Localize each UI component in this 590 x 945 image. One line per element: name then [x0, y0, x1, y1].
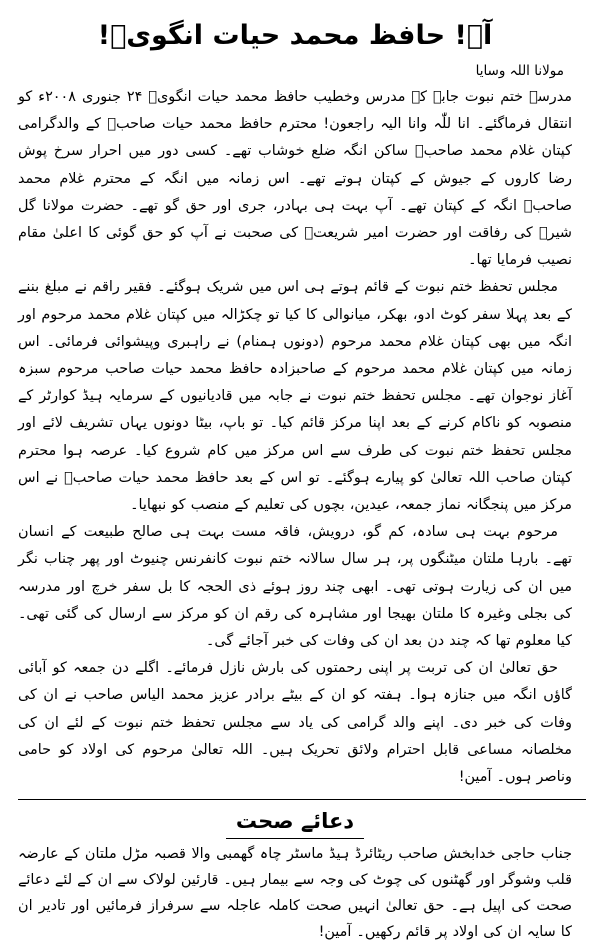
paragraph: مرحوم بہت ہی سادہ، کم گو، درویش، فاقہ مست بہت ہی صالح طبیعت کے انسان تھے۔ بارہا ملتان میٹنگوں پر، ہر سال سالانہ ختم نبوت کانفرنس چنیوٹ اور پھر چناب نگر میں ان کی زیارت ہوتی تھی۔ ابھی چند روز ہوئے ذی الحجہ کا بل سفر خرچ اور مدرسہ کی بجلی وغیرہ کا ملتان بھیجا اور مشاہرہ کی رقم ان کو مرکز سے ارسال کی گئی تھی۔ کیا معلوم تھا کہ چند دن بعد ان کی وفات کی خبر آجائے گی۔	[18, 524, 572, 650]
dua-title-text: دعائے صحت	[226, 806, 364, 839]
paragraph: مدرسہ ختم نبوت جابہ کے مدرس وخطیب حافظ محمد حیات انگویؒ ۲۴ جنوری ۲۰۰۸ء کو انتقال فرماگئے۔ انا للّٰہ وانا الیہ راجعون! محترم حافظ محمد حیات صاحبؒ کے والدگرامی کپتان غلام محمد صاحبؒ ساکن انگہ ضلع خوشاب تھے۔ کسی دور میں احرار سرخ پوش رضا کاروں کے جیوش کے کپتان ہوتے تھے۔ اس زمانہ میں انگہ کے محترم غلام محمد صاحبؒ انگہ کے کپتان تھے۔ آپ بہت ہی بہادر، جری اور حق گو تھے۔ حضرت مولانا گل شیرؒ کی رفاقت اور حضرت امیر شریعتؒ کی صحبت نے آپ کو حق گوئی کا اعلیٰ مقام نصیب فرمایا تھا۔	[18, 89, 572, 269]
section-divider	[18, 799, 586, 800]
dua-paragraph: جناب حاجی خدابخش صاحب ریٹائرڈ ہیڈ ماسٹر چاہ گھمبی والا قصبہ مڑل ملتان کے عارضہ قلب وشوگر اور گھٹنوں کی چوٹ کی وجہ سے بیمار ہیں۔ قارئین لولاک سے ان کے لئے دعائے صحت کی اپیل ہے۔ حق تعالیٰ انہیں صحت کاملہ عاجلہ سے سرفراز فرمائیں اور تادیر ان کا سایہ ان کی اولاد پر قائم رکھیں۔ آمین!	[18, 846, 572, 941]
article-author: مولانا اللہ وسایا	[475, 63, 564, 79]
article-body	[18, 84, 572, 791]
paragraph: حق تعالیٰ ان کی تربت پر اپنی رحمتوں کی بارش نازل فرمائے۔ اگلے دن جمعہ کو آبائی گاؤں انگہ میں جنازہ ہوا۔ ہفتہ کو ان کے بیٹے برادر عزیز محمد الیاس صاحب نے ان کی وفات کی خبر دی۔ اپنے والد گرامی کی یاد سے مجلس تحفظ ختم نبوت کے لئے ان کی مخلصانہ مساعی قابل احترام ولائق تحریک ہیں۔ اللہ تعالیٰ مرحوم کی اولاد کو حامی وناصر ہوں۔ آمین!	[18, 660, 572, 786]
dua-title	[18, 806, 572, 839]
article-title: آہ! حافظ محمد حیات انگویؒ!	[97, 20, 493, 51]
paragraph: مجلس تحفظ ختم نبوت کے قائم ہوتے ہی اس میں شریک ہوگئے۔ فقیر راقم نے مبلغ بننے کے بعد پہلا سفر کوٹ ادو، بھکر، میانوالی کا کیا تو چکڑالہ میں کپتان غلام محمد مرحوم اور انگہ میں بھی کپتان غلام محمد مرحوم (دونوں ہمنام) نے راہبری وپیشوائی فرمائی۔ اس زمانہ میں کپتان غلام محمد مرحوم کے صاحبزادہ حافظ محمد حیات صاحب مرحوم سبزہ آغاز نوجوان تھے۔ مجلس تحفظ ختم نبوت نے جابہ میں قادیانیوں کے سرمایہ ہیڈ کوارٹر کے منصوبہ کو ناکام کرنے کے بعد اپنا مرکز قائم کیا۔ تو باپ، بیٹا دونوں یہاں تشریف لائے اور مجلس تحفظ ختم نبوت کی طرف سے اس مرکز میں کام شروع کیا۔ عرصہ ہوا محترم کپتان صاحب اللہ تعالیٰ کو پیارے ہوگئے۔ تو اس کے بعد حافظ محمد حیات صاحبؒ نے اس مرکز میں پنجگانہ نماز جمعہ، عیدین، بچوں کی تعلیم کے منصب کو نبھایا۔	[18, 279, 572, 514]
